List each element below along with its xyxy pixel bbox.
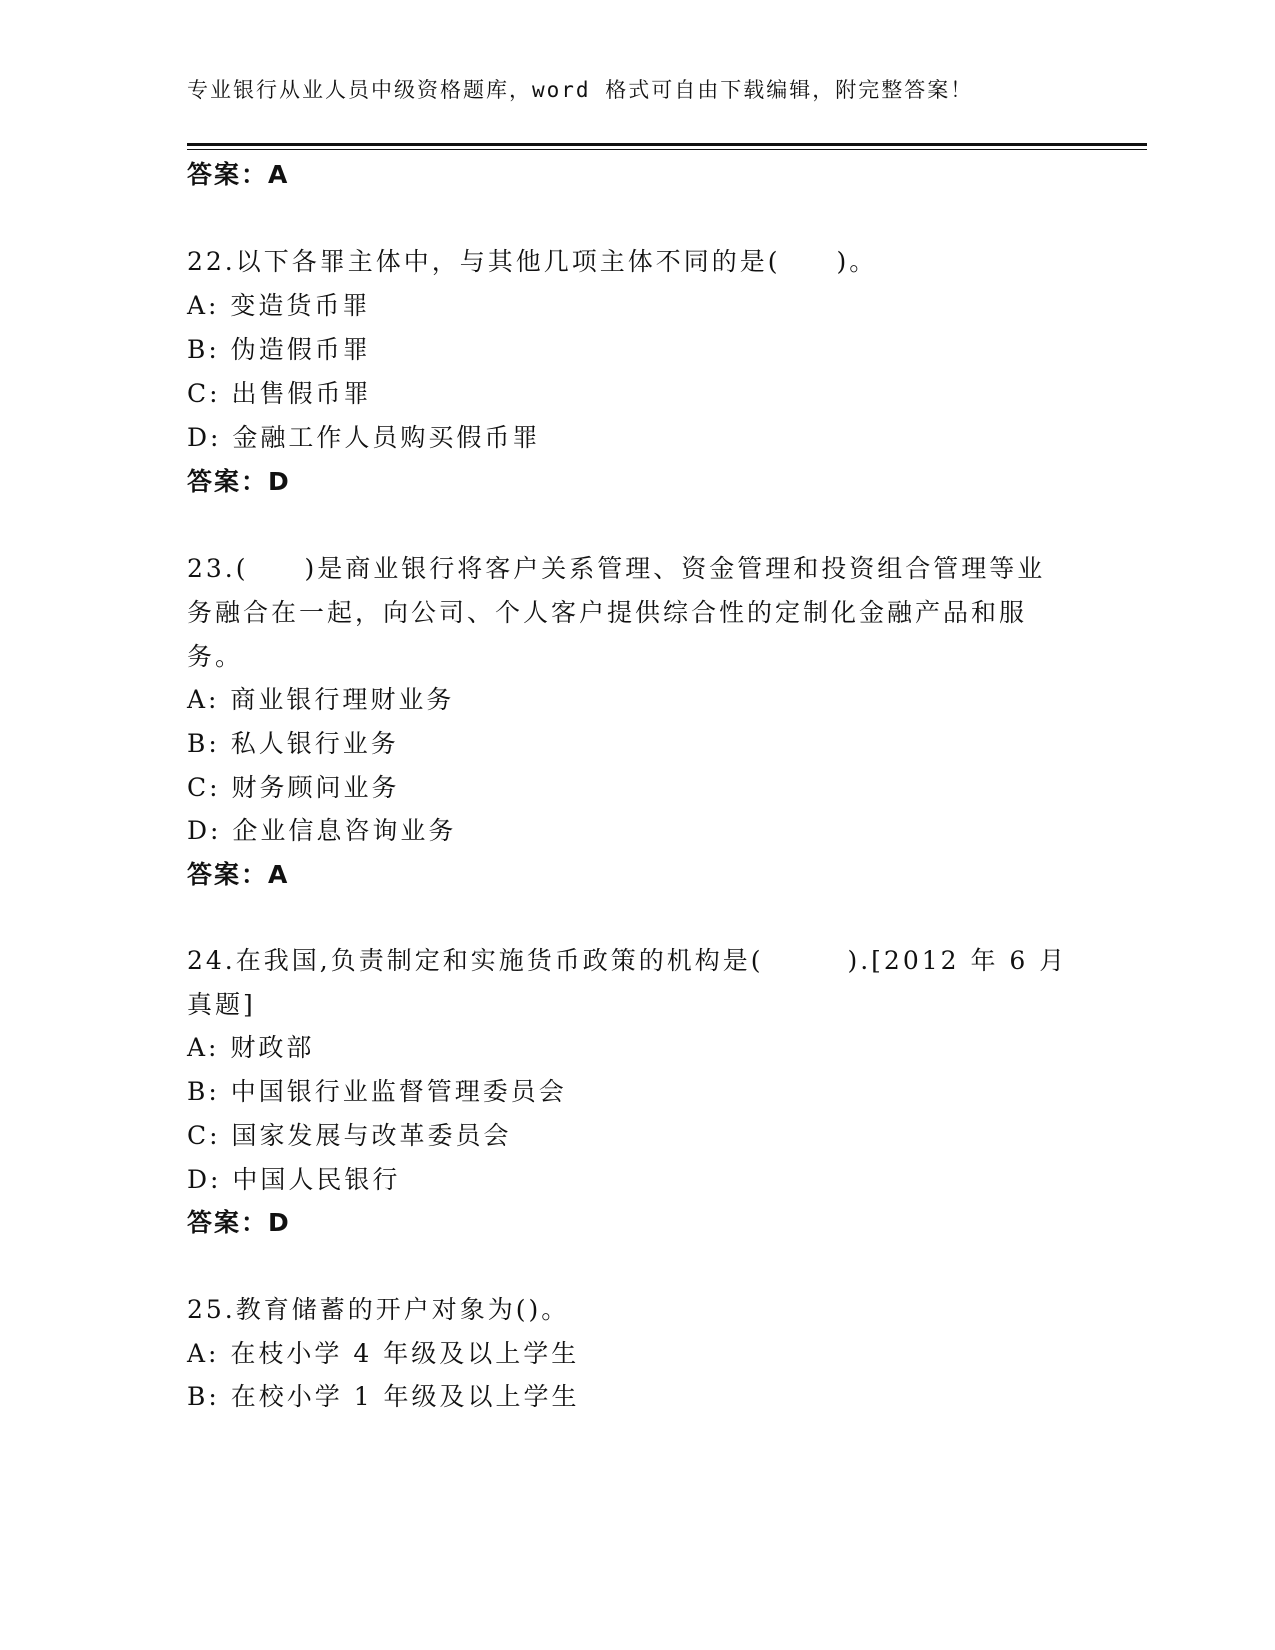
question-23-answer: 答案：A (187, 860, 290, 889)
question-25-option-b: B: 在校小学 1 年级及以上学生 (187, 1382, 580, 1411)
question-22-option-d: D: 金融工作人员购买假币罪 (187, 423, 541, 452)
header-rule-thin (187, 149, 1147, 150)
question-22-option-c: C: 出售假币罪 (187, 379, 372, 408)
question-23-option-d: D: 企业信息咨询业务 (187, 816, 457, 845)
question-23-stem-line-3: 务。 (187, 642, 244, 671)
question-22-option-a: A: 变造货币罪 (187, 291, 371, 320)
question-23-option-c: C: 财务顾问业务 (187, 773, 400, 802)
previous-answer: 答案：A (187, 160, 290, 189)
question-24-option-c: C: 国家发展与改革委员会 (187, 1121, 512, 1150)
header-note: 专业银行从业人员中级资格题库，word 格式可自由下载编辑，附完整答案！ (187, 78, 974, 102)
question-25-stem: 25.教育储蓄的开户对象为()。 (187, 1295, 570, 1324)
question-23-stem-line-1: 23.( )是商业银行将客户关系管理、资金管理和投资组合管理等业 (187, 554, 1046, 583)
question-24-option-a: A: 财政部 (187, 1033, 315, 1062)
question-22-stem: 22.以下各罪主体中，与其他几项主体不同的是( )。 (187, 247, 878, 276)
question-24-stem-line-2: 真题] (187, 990, 256, 1019)
question-24-option-d: D: 中国人民银行 (187, 1165, 401, 1194)
question-24-option-b: B: 中国银行业监督管理委员会 (187, 1077, 567, 1106)
question-22-answer: 答案：D (187, 467, 291, 496)
question-23-option-b: B: 私人银行业务 (187, 729, 399, 758)
question-25-option-a: A: 在枝小学 4 年级及以上学生 (187, 1339, 580, 1368)
question-23-option-a: A: 商业银行理财业务 (187, 685, 455, 714)
question-23-stem-line-2: 务融合在一起，向公司、个人客户提供综合性的定制化金融产品和服 (187, 598, 1028, 627)
question-24-answer: 答案：D (187, 1208, 291, 1237)
header-rule-thick (187, 143, 1147, 146)
question-24-stem-line-1: 24.在我国,负责制定和实施货币政策的机构是( ).[2012 年 6 月 (187, 946, 1068, 975)
question-22-option-b: B: 伪造假币罪 (187, 335, 371, 364)
